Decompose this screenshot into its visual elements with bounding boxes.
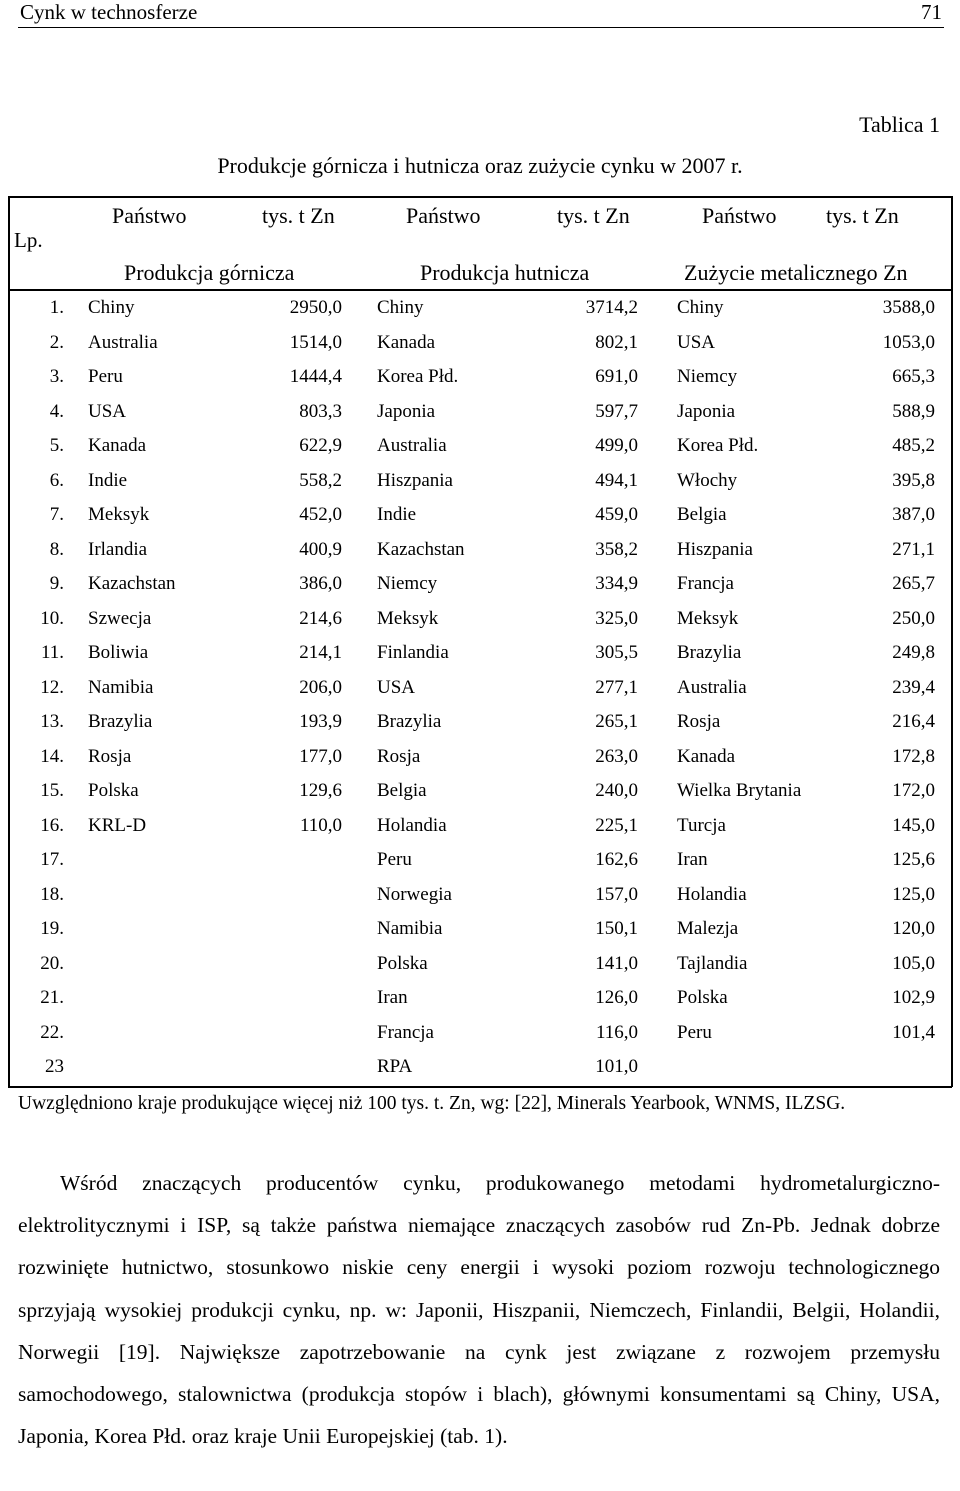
mining-value: 2950,0 bbox=[289, 297, 342, 318]
row-number: 20. bbox=[40, 952, 64, 974]
col-country-1: Państwo bbox=[112, 203, 187, 228]
row-number: 9. bbox=[49, 573, 64, 594]
smelting-country: Finlandia bbox=[377, 642, 449, 663]
table-row bbox=[0, 394, 960, 429]
mining-value: 400,9 bbox=[299, 538, 342, 560]
smelting-country: USA bbox=[377, 676, 416, 698]
smelting-value: 334,9 bbox=[595, 573, 638, 594]
table-row bbox=[0, 359, 960, 394]
body-paragraph: Wśród znaczących producentów cynku, produkowanego metodami hydrometalurgiczno-elektrolitycznymi i ISP, są także państwa niemające znaczących zasobów rud Zn-Pb. Jednak dobrze rozwinięte hutnictwo, stosunkowo niskie ceny energii i wysoki poziom rozwoju technologicznego sprzyjają wysokiej produkcji cynku, np. w: Japonii, Hiszpanii, Niemczech, Finlandii, Belgii, Holandii, Norwegii [19]. Największe zapotrzebowanie na cynk jest związane z rozwojem przemysłu samochodowego, stalownictwa (produkcja stopów i blach), głównymi konsumentami są Chiny, USA, Japonia, Korea Płd. oraz kraje Unii Europejskiej (tab. 1). bbox=[18, 1171, 940, 1449]
consumption-country: Tajlandia bbox=[677, 952, 748, 974]
row-number: 18. bbox=[40, 883, 64, 905]
table-source-note: Uwzględniono kraje produkujące więcej niż 100 tys. t. Zn, wg: [22], Minerals Yearbook, WNMS, ILZSG. bbox=[18, 1093, 846, 1114]
row-number: 21. bbox=[40, 987, 64, 1008]
smelting-country: Peru bbox=[377, 849, 412, 870]
smelting-country: Niemcy bbox=[377, 573, 438, 594]
col-country-3: Państwo bbox=[702, 203, 777, 228]
row-number: 19. bbox=[40, 918, 64, 939]
table-label: Tablica 1 bbox=[859, 112, 940, 137]
consumption-country: Włochy bbox=[677, 469, 738, 491]
consumption-value: 101,4 bbox=[892, 1021, 935, 1043]
mining-value: 452,0 bbox=[299, 504, 342, 525]
consumption-country: Brazylia bbox=[677, 642, 742, 663]
mining-value: 214,6 bbox=[299, 607, 342, 629]
consumption-value: 102,9 bbox=[892, 987, 935, 1008]
mining-value: 1444,4 bbox=[289, 366, 342, 387]
consumption-value: 249,8 bbox=[892, 642, 935, 663]
mining-value: 129,6 bbox=[299, 780, 342, 801]
table-row bbox=[0, 428, 960, 463]
table-row bbox=[0, 325, 960, 360]
consumption-value: 485,2 bbox=[892, 435, 935, 456]
consumption-value: 216,4 bbox=[892, 711, 935, 732]
page-number: 71 bbox=[921, 0, 942, 24]
row-number: 17. bbox=[40, 849, 64, 870]
consumption-country: Hiszpania bbox=[677, 538, 753, 560]
consumption-country: Belgia bbox=[677, 504, 727, 525]
smelting-country: Japonia bbox=[377, 400, 436, 422]
mining-country: Brazylia bbox=[88, 711, 153, 732]
consumption-country: Kanada bbox=[677, 745, 736, 767]
table-row bbox=[0, 739, 960, 774]
smelting-value: 116,0 bbox=[595, 1021, 638, 1043]
mining-country: Chiny bbox=[88, 297, 135, 318]
mining-value: 193,9 bbox=[299, 711, 342, 732]
smelting-value: 358,2 bbox=[595, 538, 638, 560]
smelting-country: Iran bbox=[377, 987, 408, 1008]
consumption-country: Polska bbox=[677, 987, 728, 1008]
smelting-value: 265,1 bbox=[595, 711, 638, 732]
consumption-country: Holandia bbox=[677, 883, 747, 905]
consumption-value: 395,8 bbox=[892, 469, 935, 491]
smelting-value: 141,0 bbox=[595, 952, 638, 974]
running-title: Cynk w technosferze bbox=[20, 0, 198, 24]
table-row bbox=[0, 463, 960, 498]
smelting-country: Francja bbox=[377, 1021, 434, 1043]
smelting-value: 150,1 bbox=[595, 918, 638, 939]
consumption-value: 588,9 bbox=[892, 400, 935, 422]
mining-country: Rosja bbox=[88, 745, 132, 767]
consumption-country: Australia bbox=[677, 676, 747, 698]
table-row bbox=[0, 635, 960, 670]
consumption-country: Francja bbox=[677, 573, 734, 594]
consumption-value: 1053,0 bbox=[882, 331, 935, 353]
smelting-country: Australia bbox=[377, 435, 447, 456]
col-unit-2: tys. t Zn bbox=[557, 203, 630, 228]
smelting-value: 225,1 bbox=[595, 814, 638, 836]
row-number: 6. bbox=[49, 469, 64, 491]
consumption-value: 172,8 bbox=[892, 745, 935, 767]
row-number: 22. bbox=[40, 1021, 64, 1043]
table-row bbox=[0, 670, 960, 705]
mining-value: 110,0 bbox=[299, 814, 342, 836]
mining-value: 214,1 bbox=[299, 642, 342, 663]
consumption-value: 125,0 bbox=[892, 883, 935, 905]
smelting-value: 494,1 bbox=[595, 469, 638, 491]
row-number: 13. bbox=[40, 711, 64, 732]
mining-country: Indie bbox=[88, 469, 128, 491]
row-number: 2. bbox=[49, 331, 64, 353]
mining-country: Irlandia bbox=[88, 538, 148, 560]
consumption-value: 3588,0 bbox=[882, 297, 935, 318]
consumption-country: Niemcy bbox=[677, 366, 738, 387]
consumption-country: Turcja bbox=[677, 814, 726, 836]
smelting-country: Brazylia bbox=[377, 711, 442, 732]
consumption-value: 271,1 bbox=[892, 538, 935, 560]
table-row bbox=[0, 497, 960, 532]
smelting-country: Namibia bbox=[377, 918, 443, 939]
table-row bbox=[0, 704, 960, 739]
table-row bbox=[0, 980, 960, 1015]
mining-value: 558,2 bbox=[299, 469, 342, 491]
consumption-value: 172,0 bbox=[892, 780, 935, 801]
smelting-value: 157,0 bbox=[595, 883, 638, 905]
consumption-country: Meksyk bbox=[677, 607, 739, 629]
mining-value: 622,9 bbox=[299, 435, 342, 456]
table-top-rule bbox=[8, 196, 952, 198]
consumption-value: 265,7 bbox=[892, 573, 935, 594]
group-consumption: Zużycie metalicznego Zn bbox=[684, 260, 908, 285]
consumption-value: 120,0 bbox=[892, 918, 935, 939]
table-row bbox=[0, 1015, 960, 1050]
table-row bbox=[0, 1049, 960, 1084]
mining-country: Szwecja bbox=[88, 607, 152, 629]
consumption-value: 145,0 bbox=[892, 814, 935, 836]
smelting-country: Meksyk bbox=[377, 607, 439, 629]
row-number: 14. bbox=[40, 745, 64, 767]
mining-country: Kanada bbox=[88, 435, 147, 456]
mining-country: Namibia bbox=[88, 676, 154, 698]
col-country-2: Państwo bbox=[406, 203, 481, 228]
row-number: 3. bbox=[49, 366, 64, 387]
mining-value: 1514,0 bbox=[289, 331, 342, 353]
mining-country: USA bbox=[88, 400, 127, 422]
consumption-value: 665,3 bbox=[892, 366, 935, 387]
row-number: 5. bbox=[49, 435, 64, 456]
consumption-country: Malezja bbox=[677, 918, 739, 939]
mining-country: Peru bbox=[88, 366, 123, 387]
consumption-country: Wielka Brytania bbox=[677, 780, 802, 801]
row-number: 7. bbox=[49, 504, 64, 525]
smelting-country: Chiny bbox=[377, 297, 424, 318]
smelting-value: 305,5 bbox=[595, 642, 638, 663]
consumption-country: Peru bbox=[677, 1021, 712, 1043]
consumption-value: 105,0 bbox=[892, 952, 935, 974]
mining-value: 803,3 bbox=[299, 400, 342, 422]
smelting-country: Korea Płd. bbox=[377, 366, 459, 387]
consumption-value: 125,6 bbox=[892, 849, 935, 870]
consumption-value: 239,4 bbox=[892, 676, 935, 698]
smelting-country: Norwegia bbox=[377, 883, 452, 905]
smelting-country: Rosja bbox=[377, 745, 421, 767]
mining-value: 177,0 bbox=[299, 745, 342, 767]
smelting-value: 263,0 bbox=[595, 745, 638, 767]
consumption-country: Rosja bbox=[677, 711, 721, 732]
mining-value: 206,0 bbox=[299, 676, 342, 698]
consumption-country: Iran bbox=[677, 849, 708, 870]
col-unit-3: tys. t Zn bbox=[826, 203, 899, 228]
smelting-value: 277,1 bbox=[595, 676, 638, 698]
group-mining: Produkcja górnicza bbox=[124, 260, 295, 285]
lp-header: Lp. bbox=[14, 228, 43, 252]
table-row bbox=[0, 773, 960, 808]
smelting-country: RPA bbox=[377, 1056, 413, 1077]
table-row bbox=[0, 808, 960, 843]
smelting-value: 325,0 bbox=[595, 607, 638, 629]
table-row bbox=[0, 911, 960, 946]
smelting-value: 597,7 bbox=[595, 400, 638, 422]
row-number: 16. bbox=[40, 814, 64, 836]
consumption-country: Chiny bbox=[677, 297, 724, 318]
table-row bbox=[0, 566, 960, 601]
table-row bbox=[0, 946, 960, 981]
consumption-value: 250,0 bbox=[892, 607, 935, 629]
smelting-value: 459,0 bbox=[595, 504, 638, 525]
smelting-country: Hiszpania bbox=[377, 469, 453, 491]
table-row bbox=[0, 290, 960, 325]
mining-country: Polska bbox=[88, 780, 139, 801]
consumption-country: USA bbox=[677, 331, 716, 353]
smelting-country: Indie bbox=[377, 504, 417, 525]
table-row bbox=[0, 532, 960, 567]
smelting-value: 802,1 bbox=[595, 331, 638, 353]
consumption-value: 387,0 bbox=[892, 504, 935, 525]
consumption-country: Japonia bbox=[677, 400, 736, 422]
smelting-country: Kazachstan bbox=[377, 538, 465, 560]
row-number: 1. bbox=[49, 297, 64, 318]
smelting-value: 126,0 bbox=[595, 987, 638, 1008]
row-number: 15. bbox=[40, 780, 64, 801]
col-unit-1: tys. t Zn bbox=[262, 203, 335, 228]
smelting-country: Polska bbox=[377, 952, 428, 974]
row-number: 4. bbox=[49, 400, 64, 422]
row-number: 23 bbox=[45, 1056, 64, 1077]
smelting-value: 499,0 bbox=[595, 435, 638, 456]
mining-country: Boliwia bbox=[88, 642, 149, 663]
table-caption: Produkcje górnicza i hutnicza oraz zużycie cynku w 2007 r. bbox=[217, 153, 743, 178]
mining-country: Australia bbox=[88, 331, 158, 353]
running-header bbox=[18, 0, 944, 28]
smelting-country: Belgia bbox=[377, 780, 427, 801]
row-number: 12. bbox=[40, 676, 64, 698]
row-number: 11. bbox=[40, 642, 64, 663]
smelting-value: 101,0 bbox=[595, 1056, 638, 1077]
table-bottom-rule bbox=[8, 1086, 952, 1088]
smelting-value: 691,0 bbox=[595, 366, 638, 387]
mining-country: KRL-D bbox=[88, 814, 147, 836]
smelting-value: 240,0 bbox=[595, 780, 638, 801]
mining-country: Kazachstan bbox=[88, 573, 176, 594]
smelting-country: Kanada bbox=[377, 331, 436, 353]
smelting-country: Holandia bbox=[377, 814, 447, 836]
smelting-value: 162,6 bbox=[595, 849, 638, 870]
row-number: 8. bbox=[49, 538, 64, 560]
consumption-country: Korea Płd. bbox=[677, 435, 759, 456]
table-row bbox=[0, 877, 960, 912]
mining-country: Meksyk bbox=[88, 504, 150, 525]
table-row bbox=[0, 601, 960, 636]
row-number: 10. bbox=[40, 607, 64, 629]
table-row bbox=[0, 842, 960, 877]
group-smelting: Produkcja hutnicza bbox=[420, 260, 590, 285]
mining-value: 386,0 bbox=[299, 573, 342, 594]
smelting-value: 3714,2 bbox=[585, 297, 638, 318]
